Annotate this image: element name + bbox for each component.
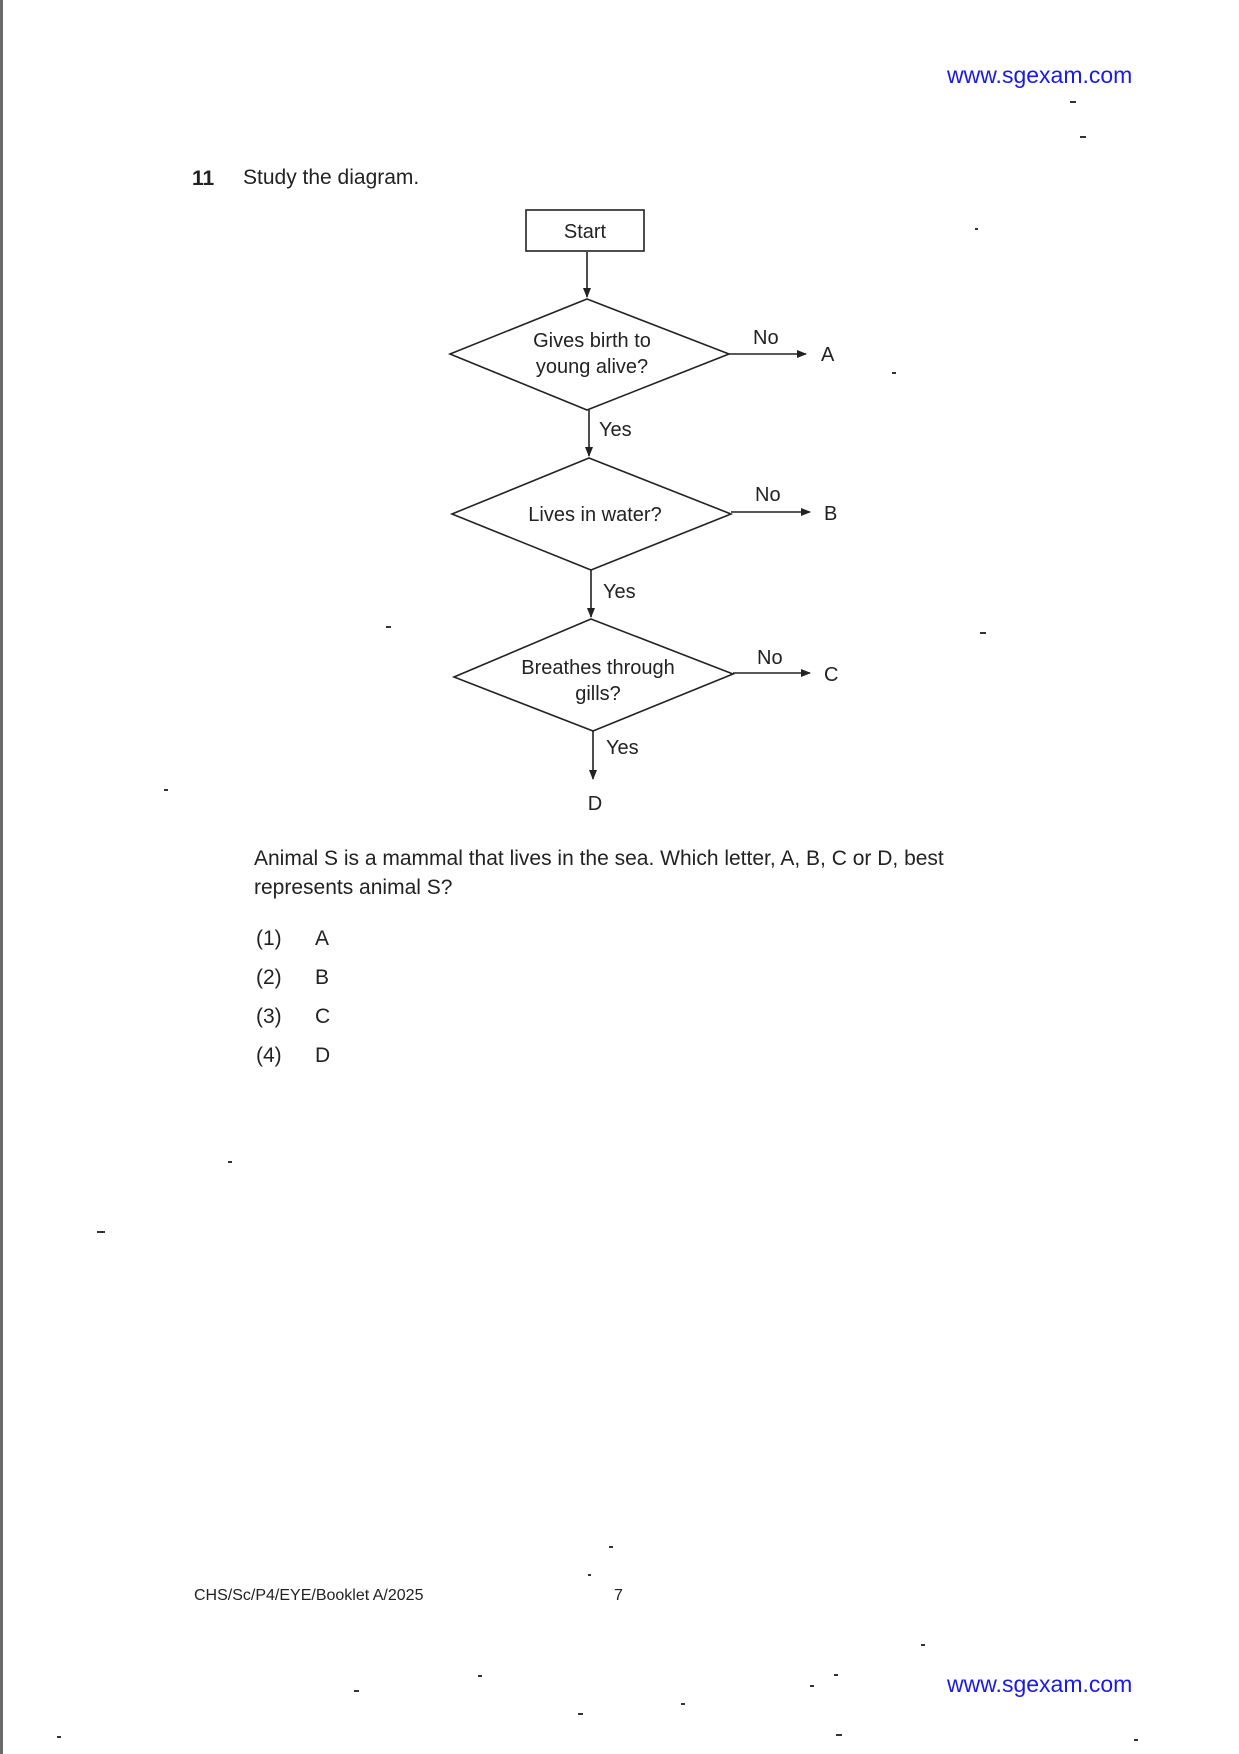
scan-speck [578,1713,583,1715]
option-3[interactable] [256,1005,330,1029]
decision-diamond-1 [450,299,729,410]
outcome-c: C [824,664,839,686]
yes-label-1: Yes [599,419,632,441]
question-number: 11 [192,167,215,190]
start-label: Start [563,221,607,243]
outcome-b: B [824,503,838,525]
option-4[interactable] [256,1044,330,1068]
outcome-d: D [587,793,603,815]
scan-speck [810,1685,814,1687]
scan-speck [478,1675,482,1677]
option-label: A [315,927,330,950]
scan-speck [1070,101,1076,103]
option-number: (4) [256,1044,282,1067]
option-label: B [315,966,330,989]
scan-speck [921,1644,925,1646]
yes-label-3: Yes [606,737,639,759]
scan-speck [975,228,978,230]
scan-speck [164,789,168,791]
decision-2-label: Lives in water? [528,504,662,526]
decision-3-line-1: Breathes through [521,657,675,679]
option-label: C [315,1005,331,1028]
no-label-2: No [755,484,781,506]
scan-speck [892,372,896,374]
option-label: D [315,1044,331,1067]
scan-speck [57,1736,61,1738]
option-1[interactable] [256,927,329,951]
watermark-bottom[interactable]: www.sgexam.com [947,1671,1133,1697]
scan-speck [836,1734,842,1736]
question-intro: Study the diagram. [243,166,420,189]
flowchart-diagram [0,0,1239,830]
option-number: (1) [256,927,282,950]
watermark-top[interactable]: www.sgexam.com [947,62,1133,88]
scan-speck [97,1231,105,1233]
footer-booklet-code: CHS/Sc/P4/EYE/Booklet A/2025 [194,1587,424,1604]
option-number: (3) [256,1005,282,1028]
question-text: Animal S is a mammal that lives in the sea. Which letter, A, B, C or D, best represents animal S? [254,847,944,899]
option-number: (2) [256,966,282,989]
scan-speck [1080,136,1086,138]
scan-speck [609,1546,613,1548]
scan-speck [386,626,391,628]
yes-label-2: Yes [603,581,636,603]
scan-speck [1134,1739,1138,1741]
outcome-a: A [821,344,835,366]
scan-speck [834,1674,838,1676]
scan-speck [354,1690,359,1692]
scan-speck [588,1574,591,1576]
scan-speck [228,1161,232,1163]
no-label-1: No [753,327,779,349]
option-2[interactable] [256,966,329,990]
no-label-3: No [757,647,783,669]
scan-speck [681,1703,685,1705]
page-number: 7 [614,1587,623,1604]
decision-3-line-2: gills? [575,683,621,705]
decision-1-line-1: Gives birth to [533,330,651,352]
decision-1-line-2: young alive? [535,356,649,378]
scan-speck [980,632,986,634]
